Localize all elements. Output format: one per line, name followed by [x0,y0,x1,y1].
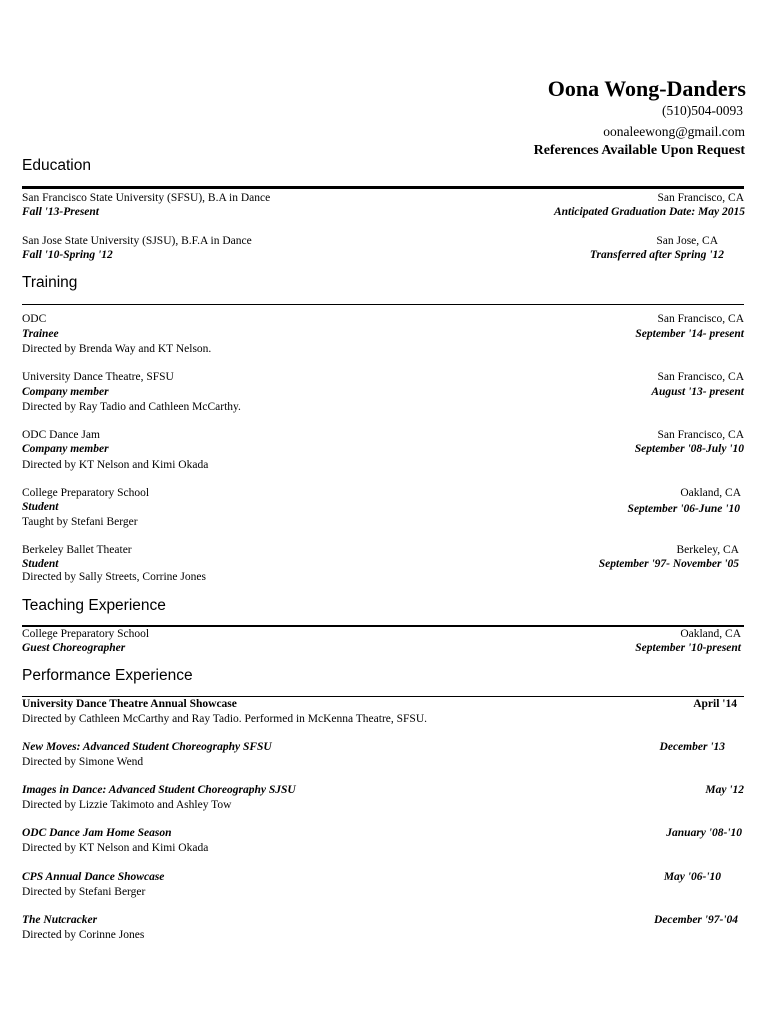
performance-detail: Directed by Cathleen McCarthy and Ray Tadio. Performed in McKenna Theatre, SFSU. [22,713,428,725]
section-heading-education: Education [22,157,91,174]
performance-title: Images in Dance: Advanced Student Choreography SJSU [22,784,296,796]
training-date: September '08-July '10 [634,443,744,455]
education-term: Fall '10-Spring '12 [22,249,113,261]
performance-detail: Directed by Lizzie Takimoto and Ashley Tow [22,799,232,811]
training-organization: Berkeley Ballet Theater [22,544,132,556]
training-role: Company member [22,386,109,398]
email-address: oonaleewong@gmail.com [603,124,745,139]
section-heading-teaching: Teaching Experience [22,597,166,614]
teaching-location: Oakland, CA [680,628,741,640]
references-note: References Available Upon Request [533,143,745,158]
performance-title: ODC Dance Jam Home Season [22,827,172,839]
performance-date: December '97-'04 [654,914,738,926]
training-date: August '13- present [651,386,744,398]
performance-title: The Nutcracker [22,914,98,926]
performance-title: New Moves: Advanced Student Choreography SFSU [22,741,272,753]
section-heading-performance: Performance Experience [22,667,193,684]
training-detail: Directed by Ray Tadio and Cathleen McCarthy. [22,401,241,413]
phone-number: (510)504-0093 [662,103,743,118]
performance-date: January '08-'10 [666,827,742,839]
training-location: Oakland, CA [680,487,741,499]
training-organization: College Preparatory School [22,487,150,499]
performance-detail: Directed by KT Nelson and Kimi Okada [22,842,209,854]
section-rule-performance [22,696,744,697]
training-organization: ODC Dance Jam [22,429,100,441]
education-term: Fall '13-Present [22,206,99,218]
education-date: Transferred after Spring '12 [589,249,724,261]
training-date: September '97- November '05 [598,558,739,570]
performance-date: December '13 [659,741,725,753]
section-rule-training [22,304,744,305]
training-location: San Francisco, CA [657,313,744,325]
education-location: San Francisco, CA [657,192,744,204]
education-institution: San Jose State University (SJSU), B.F.A in Dance [22,235,252,247]
section-rule-education [22,186,744,189]
training-role: Student [22,501,59,513]
training-location: Berkeley, CA [676,544,739,556]
training-date: September '14- present [635,328,744,340]
training-role: Company member [22,443,109,455]
teaching-organization: College Preparatory School [22,628,150,640]
performance-date: April '14 [693,698,737,710]
education-institution: San Francisco State University (SFSU), B.A in Dance [22,192,271,204]
performance-date: May '06-'10 [663,871,721,883]
training-location: San Francisco, CA [657,429,744,441]
teaching-role: Guest Choreographer [22,642,126,654]
training-organization: ODC [22,313,47,325]
performance-detail: Directed by Simone Wend [22,756,144,768]
applicant-name: Oona Wong-Danders [547,76,746,101]
performance-date: May '12 [705,784,744,796]
section-rule-teaching [22,625,744,627]
training-detail: Directed by Sally Streets, Corrine Jones [22,571,206,583]
education-location: San Jose, CA [656,235,718,247]
education-date: Anticipated Graduation Date: May 2015 [553,206,745,218]
training-detail: Directed by Brenda Way and KT Nelson. [22,343,212,355]
teaching-date: September '10-present [635,642,741,654]
performance-detail: Directed by Stefani Berger [22,886,146,898]
training-location: San Francisco, CA [657,371,744,383]
performance-title: CPS Annual Dance Showcase [22,871,165,883]
training-date: September '06-June '10 [627,503,740,515]
training-role: Trainee [22,328,59,340]
section-heading-training: Training [22,274,78,291]
training-organization: University Dance Theatre, SFSU [22,371,174,383]
training-detail: Directed by KT Nelson and Kimi Okada [22,459,209,471]
training-detail: Taught by Stefani Berger [22,516,138,528]
training-role: Student [22,558,59,570]
performance-title: University Dance Theatre Annual Showcase [22,698,237,710]
performance-detail: Directed by Corinne Jones [22,929,145,941]
